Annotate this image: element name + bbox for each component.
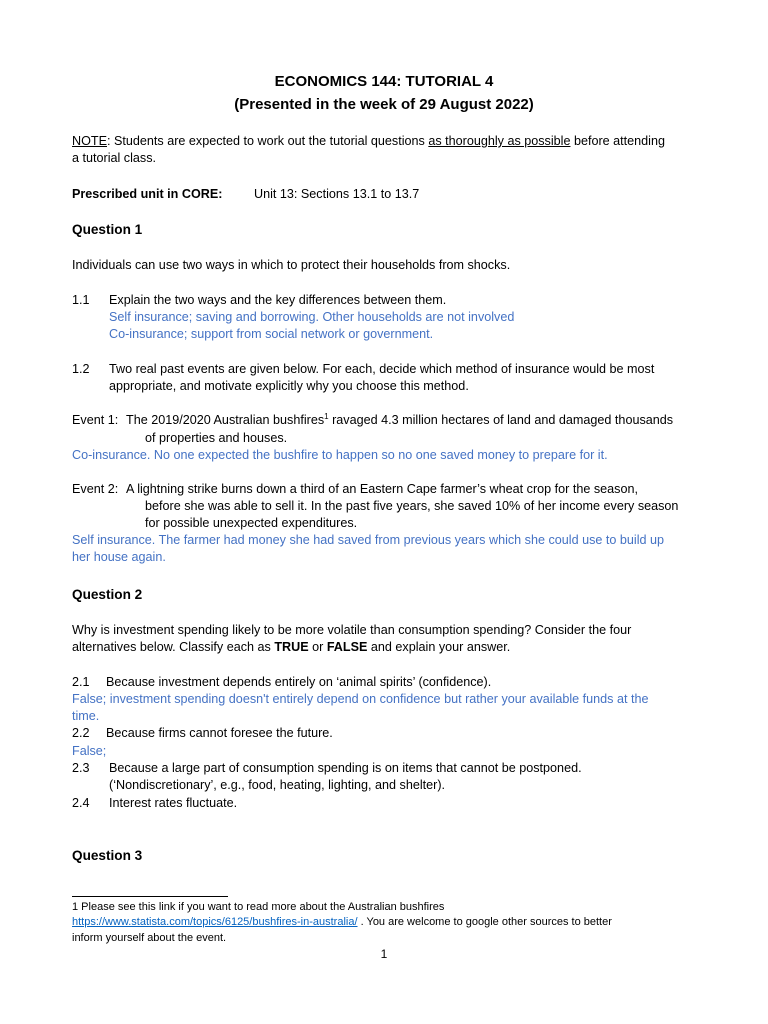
item-number: 2.4 [72, 796, 90, 810]
item-text: Because investment depends entirely on ‘animal spirits’ (confidence). [106, 675, 492, 689]
false-word: FALSE [326, 640, 368, 654]
item-number: 1.1 [72, 293, 90, 307]
footnote-line-2 [72, 915, 612, 930]
item-number: 2.1 [72, 675, 90, 689]
event-label: Event 1: [72, 413, 119, 427]
event-1-line-2: of properties and houses. [145, 431, 288, 445]
event-1-answer: Co-insurance. No one expected the bushfire to happen so no one saved money to prepare for it. [72, 448, 608, 462]
document-title: ECONOMICS 144: TUTORIAL 4 [274, 73, 494, 90]
question-2-intro-line-2 [72, 639, 510, 656]
item-1-2-line-2: appropriate, and motivate explicitly why you choose this method. [109, 379, 469, 393]
item-text: Explain the two ways and the key differences between them. [109, 293, 447, 307]
item-2-3-line-2: (‘Nondiscretionary’, e.g., food, heating, lighting, and shelter). [109, 778, 446, 792]
note-line-2: a tutorial class. [72, 151, 156, 165]
event-text: A lightning strike burns down a third of an Eastern Cape farmer’s wheat crop for the season, [126, 482, 638, 496]
event-2-answer-a: Self insurance. The farmer had money she had saved from previous years which she could use to build up [72, 533, 664, 547]
event-label: Event 2: [72, 482, 119, 496]
question-2-intro: Why is investment spending likely to be more volatile than consumption spending? Consider the four [72, 623, 632, 637]
answer-1-1-b: Co-insurance; support from social network or government. [109, 327, 434, 341]
event-2-line-2: before she was able to sell it. In the past five years, she saved 10% of her income every season [145, 499, 679, 513]
item-number: 2.3 [72, 761, 90, 775]
note-text-after: before attending [570, 134, 665, 148]
footnote-link[interactable]: https://www.statista.com/topics/6125/bushfires-in-australia/ [72, 916, 358, 928]
answer-2-1-a: False; investment spending doesn't entirely depend on confidence but rather your available funds at the [72, 692, 649, 706]
answer-2-1-b: time. [72, 709, 100, 723]
event-text-after: ravaged 4.3 million hectares of land and damaged thousands [328, 413, 674, 427]
page-number: 1 [380, 947, 388, 961]
item-2-1 [72, 674, 491, 691]
item-2-3 [72, 760, 582, 777]
question-1-heading: Question 1 [72, 222, 143, 237]
item-text: Interest rates fluctuate. [109, 796, 238, 810]
item-text: Two real past events are given below. For each, decide which method of insurance would be most [109, 362, 655, 376]
prescribed-unit [72, 186, 419, 203]
note-text: : Students are expected to work out the tutorial questions [106, 134, 429, 148]
intro-text-after: and explain your answer. [367, 640, 511, 654]
intro-text: alternatives below. Classify each as [72, 640, 275, 654]
note-emphasis: as thoroughly as possible [428, 134, 571, 148]
answer-1-1-a: Self insurance; saving and borrowing. Other households are not involved [109, 310, 515, 324]
footnote-separator [72, 896, 228, 897]
footnote-mark: 1 [324, 411, 329, 421]
event-2 [72, 481, 638, 498]
item-text: Because a large part of consumption spending is on items that cannot be postponed. [109, 761, 582, 775]
item-text: Because firms cannot foresee the future. [106, 726, 333, 740]
event-2-answer-b: her house again. [72, 550, 166, 564]
item-1-1 [72, 292, 446, 309]
event-2-line-3: for possible unexpected expenditures. [145, 516, 358, 530]
prescribed-value: Unit 13: Sections 13.1 to 13.7 [254, 187, 420, 201]
item-2-2 [72, 725, 333, 742]
item-number: 2.2 [72, 726, 90, 740]
item-1-2 [72, 361, 654, 378]
item-number: 1.2 [72, 362, 90, 376]
footnote-line-3: inform yourself about the event. [72, 932, 227, 944]
answer-2-2: False; [72, 744, 107, 758]
prescribed-label: Prescribed unit in CORE: [72, 187, 223, 201]
question-1-intro: Individuals can use two ways in which to protect their households from shocks. [72, 258, 511, 272]
note-paragraph [72, 133, 665, 150]
footnote-line-1: 1 Please see this link if you want to read more about the Australian bushfires [72, 901, 445, 913]
footnote-text: . You are welcome to google other sources to better [357, 916, 612, 928]
question-3-heading: Question 3 [72, 848, 143, 863]
question-2-heading: Question 2 [72, 587, 143, 602]
true-word: TRUE [274, 640, 309, 654]
note-label: NOTE [72, 134, 107, 148]
event-1 [72, 412, 673, 429]
document-subtitle: (Presented in the week of 29 August 2022) [234, 96, 534, 113]
event-text: The 2019/2020 Australian bushfires [126, 413, 325, 427]
item-2-4 [72, 795, 237, 812]
or-word: or [308, 640, 327, 654]
